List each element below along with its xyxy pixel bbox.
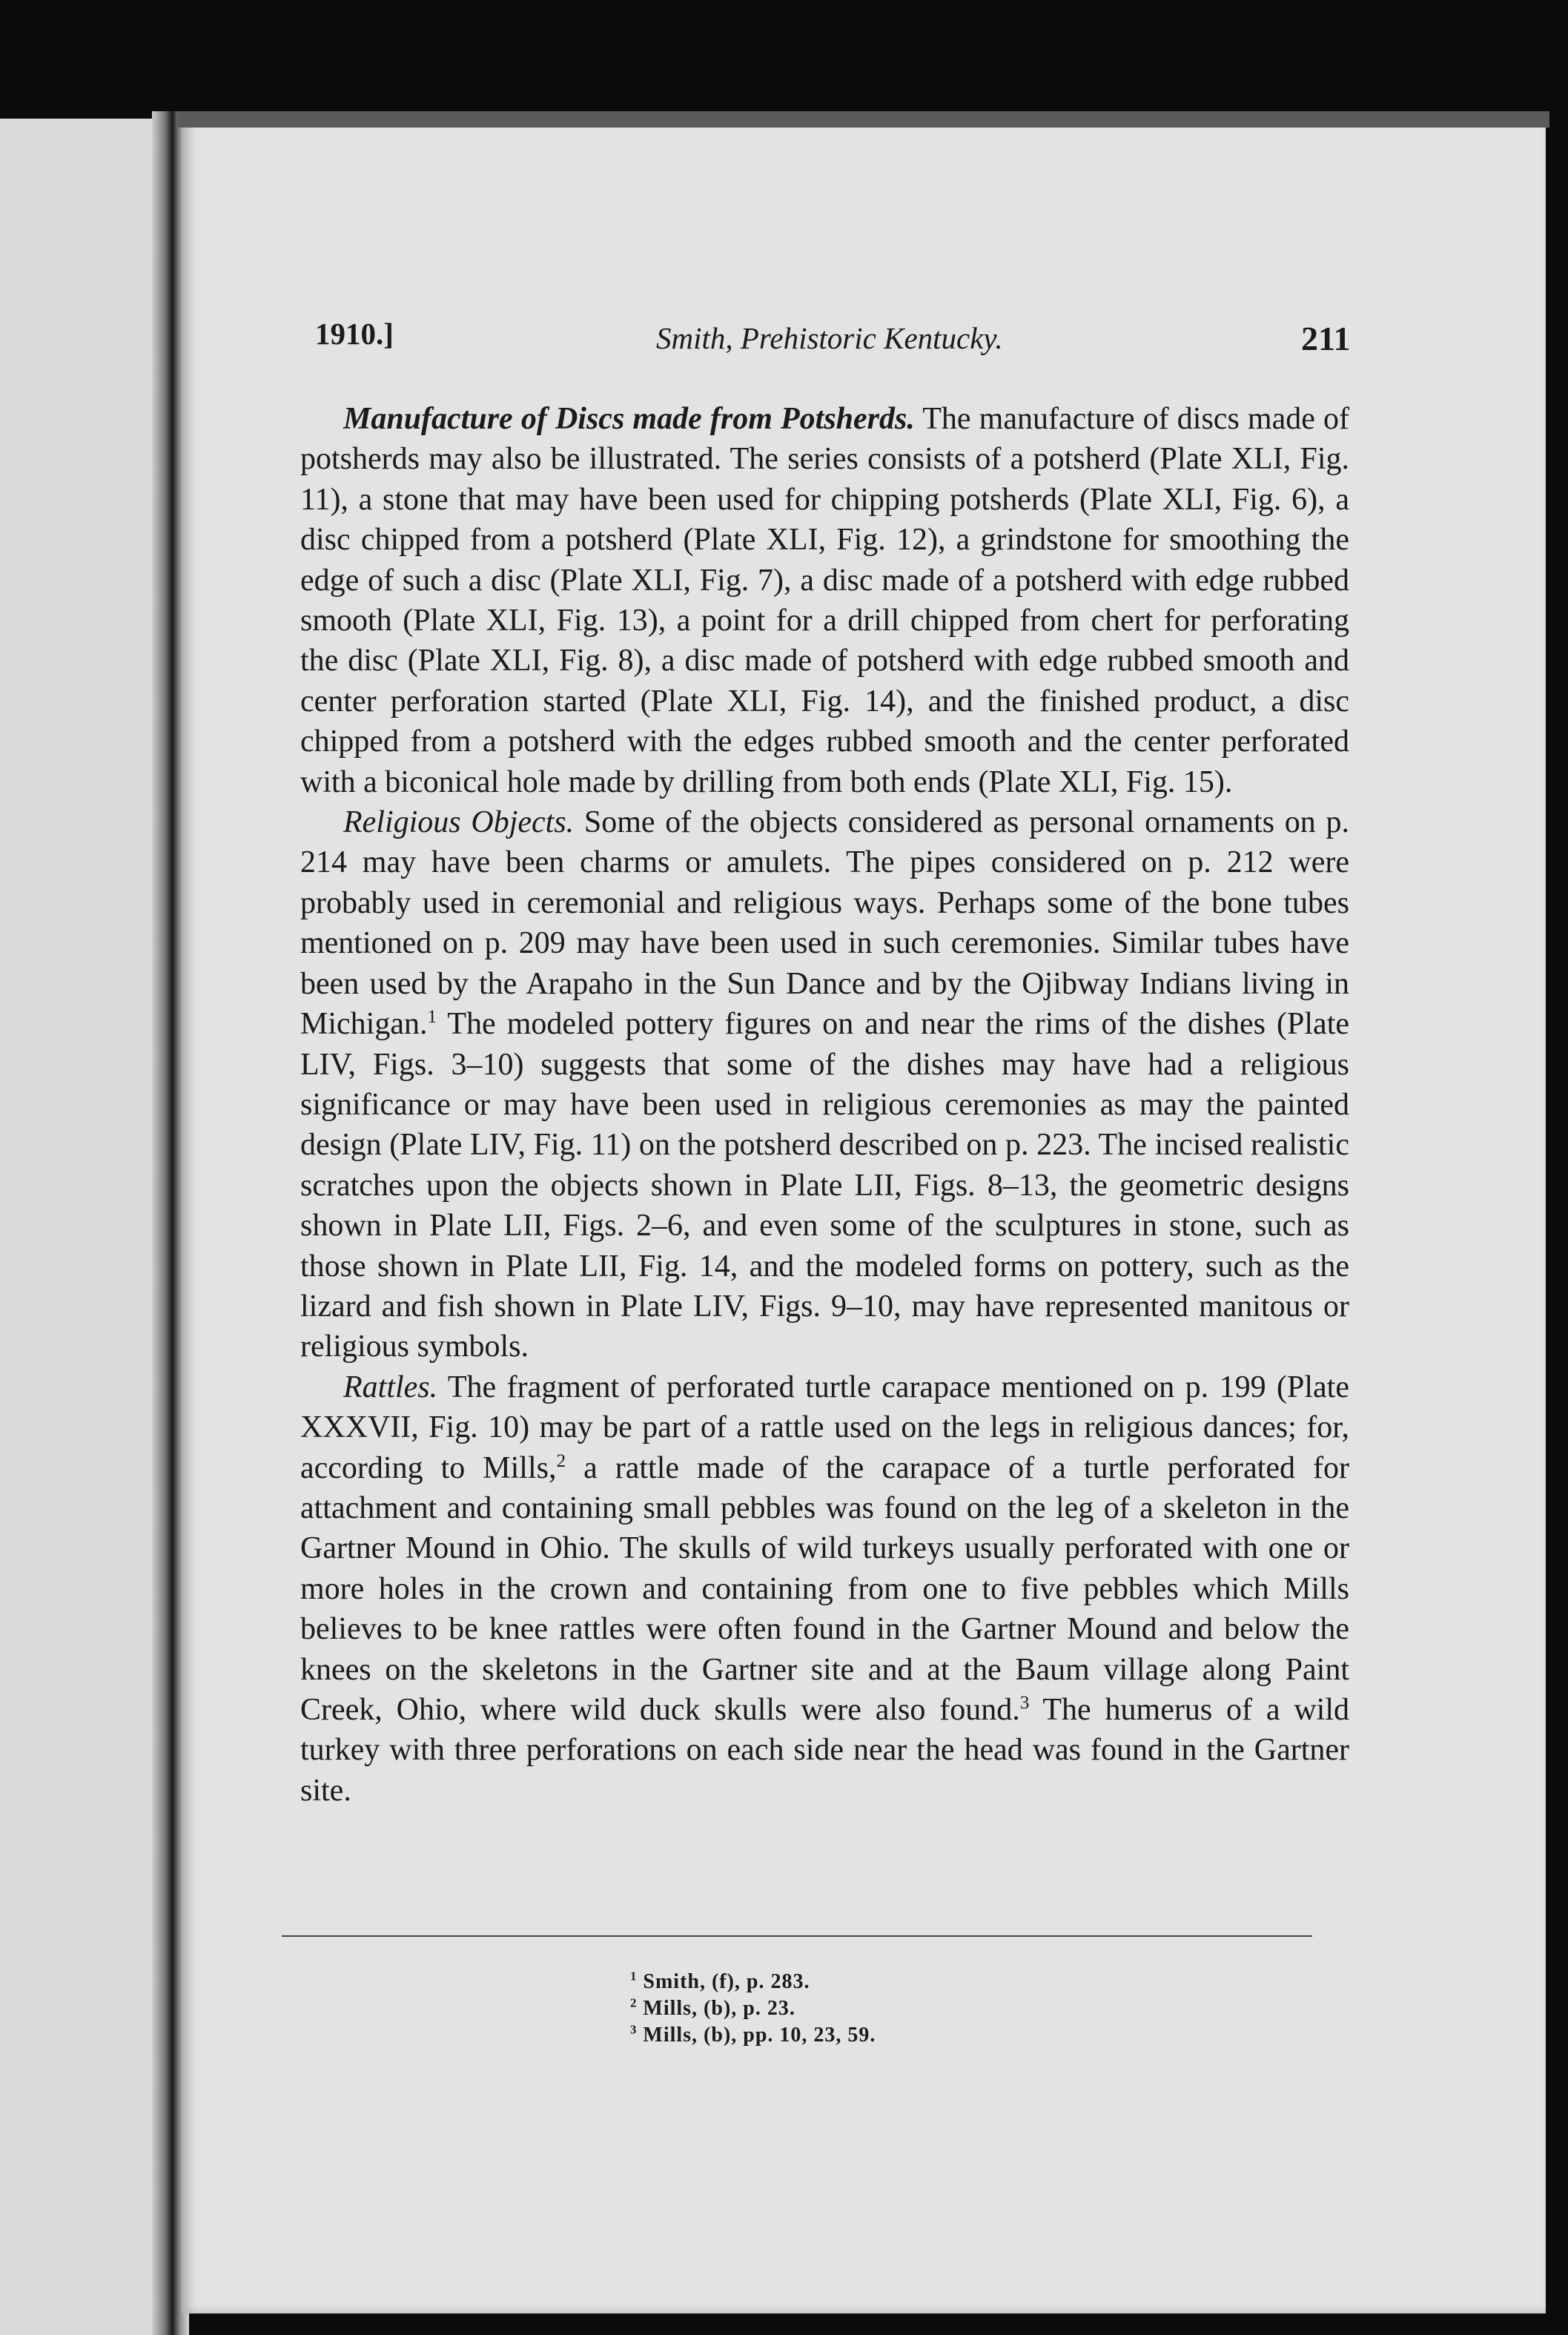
paragraph-text: The humerus of a wild turkey with three perforations on each side near the head was found in the Gartner site. <box>300 1693 1350 1808</box>
footnotes <box>630 1969 876 2049</box>
footnote: $^1$ Smith, (f), p. 283. <box>630 1969 810 1993</box>
page-number: 211 <box>1301 320 1351 357</box>
section-lead: Religious Objects. <box>343 805 575 840</box>
paragraph-religious <box>300 802 1349 1367</box>
paragraph-text: Some of the objects considered as personal ornaments on p. 214 may have been charms or amulets. The pipes considered on p. 212 were probably used in ceremonial and religious ways. Perhaps some of the bone tubes mentioned on p. 209 may have been used in such ceremonies. Similar tubes have been used by the Arapaho in the Sun Dance and by the Ojibway Indians living in Michigan. <box>300 805 1349 1042</box>
footnote-ref: 3 <box>1019 1693 1030 1713</box>
footnote-ref: 1 <box>427 1007 437 1028</box>
running-head <box>315 316 1353 360</box>
paragraph-text: The fragment of perforated turtle carapace mentioned on p. 199 (Plate XXXVII, Fig. 10) may be part of a rattle used on the legs in religious dances; for, according to Mills, <box>300 1370 1349 1485</box>
section-lead: Rattles. <box>343 1370 438 1404</box>
section-lead: Manufacture of Discs made from Potsherds. <box>343 402 915 436</box>
page-top-edge <box>178 111 1549 128</box>
paragraph-rattles <box>300 1367 1349 1811</box>
footnote-ref: 2 <box>556 1450 566 1471</box>
paragraph-text: a rattle made of the carapace of a turtle perforated for attachment and containing small pebbles was found on the leg of a skeleton in the Gartner Mound in Ohio. The skulls of wild turkeys usually perforated with one or more holes in the crown and containing from one to five pebbles which Mills believes to be knee rattles were often found in the Gartner Mound and below the knees on the skeletons in the Gartner site and at the Baum village along Paint Creek, Ohio, where wild duck skulls were also found. <box>300 1450 1350 1727</box>
header-title: Smith, Prehistoric Kentucky. <box>656 321 1003 355</box>
footnote-divider <box>282 1935 1312 1937</box>
previous-page-edge <box>0 119 172 2335</box>
header-year: 1910.] <box>315 317 394 351</box>
paragraph-text: The modeled pottery figures on and near the rims of the dishes (Plate LIV, Figs. 3–10) suggests that some of the dishes may have had a religious significance or may have been used in religious ceremonies as may the painted design (Plate LIV, Fig. 11) on the potsherd described on p. 223. The incised realistic scratches upon the objects shown in Plate LII, Figs. 8–13, the geometric designs shown in Plate LII, Figs. 2–6, and even some of the sculptures in stone, such as those shown in Plate LII, Fig. 14, and the modeled forms on pottery, such as the lizard and fish shown in Plate LIV, Figs. 9–10, may have represented manitous or religious symbols. <box>300 1007 1349 1364</box>
paragraph-discs <box>300 399 1349 802</box>
footnote: $^3$ Mills, (b), pp. 10, 23, 59. <box>630 2022 876 2047</box>
body-text <box>300 399 1349 1811</box>
footnote: $^2$ Mills, (b), p. 23. <box>630 1995 795 2020</box>
paragraph-text: The manufacture of discs made of potsherds may also be illustrated. The series consists of a potsherd (Plate XLI, Fig. 11), a stone that may have been used for chipping potsherds (Plate XLI, Fig. 6), a disc chipped from a potsherd (Plate XLI, Fig. 12), a grindstone for smoothing the edge of such a disc (Plate XLI, Fig. 7), a disc made of a potsherd with edge rubbed smooth (Plate XLI, Fig. 13), a point for a drill chipped from chert for perforating the disc (Plate XLI, Fig. 8), a disc made of potsherd with edge rubbed smooth and center perforation started (Plate XLI, Fig. 14), and the finished product, a disc chipped from a potsherd with the edges rubbed smooth and the center perforated with a biconical hole made by drilling from both ends (Plate XLI, Fig. 15). <box>300 402 1349 799</box>
